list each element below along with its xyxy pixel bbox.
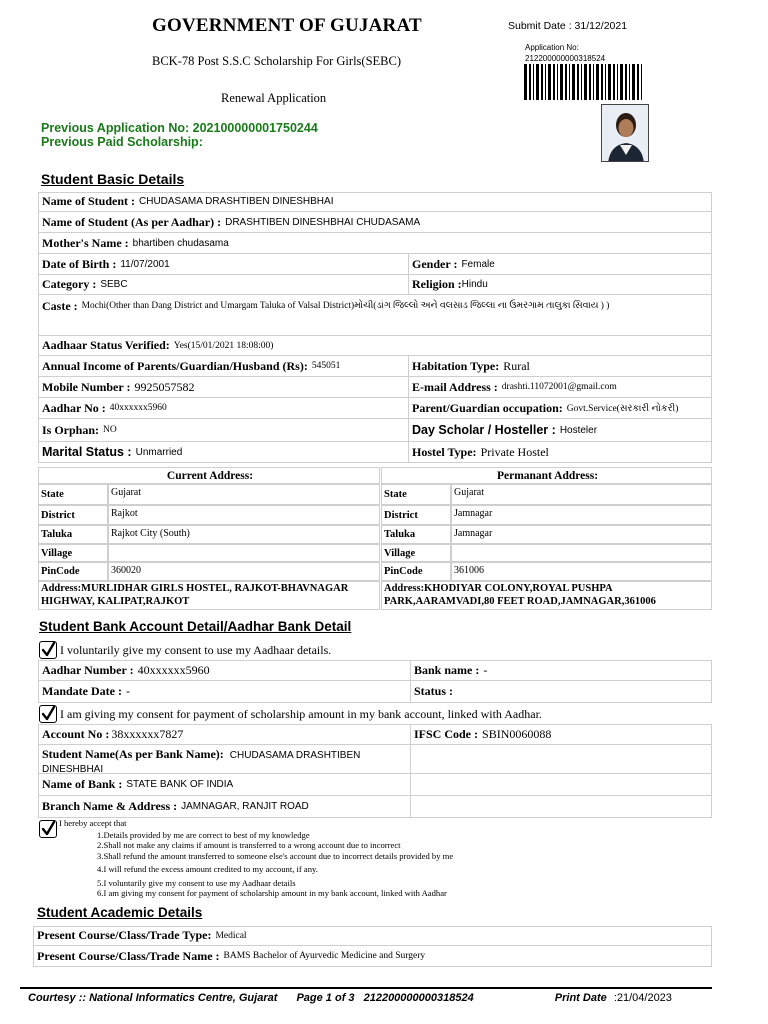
course-name-value: BAMS Bachelor of Ayurvedic Medicine and Surgery [223, 951, 426, 961]
barcode-bar [593, 64, 594, 100]
name-of-bank-label: Name of Bank : [42, 777, 123, 791]
aadhar-number-label: Aadhar Number : [42, 662, 134, 677]
checkmark-icon [41, 820, 56, 837]
row-aadhar-occupation [38, 398, 712, 419]
branch-label: Branch Name & Address : [42, 799, 178, 813]
declaration-item: 2.Shall not make any claims if amount is transferred to a wrong account due to incorrect [97, 840, 401, 850]
row-aadhar-name [38, 212, 712, 233]
footer [28, 992, 672, 1004]
current-taluka-label: Taluka [41, 529, 73, 540]
barcode-bar [605, 64, 606, 100]
checkmark-icon [41, 705, 56, 722]
caste-value: Mochi(Other than Dang District and Umargam Taluka of Valsal District)મોચી(ડાંગ જિલ્લો અને વલસાડ જિલ્લા ના ઉમરગામ તાલુકા સિવાય ) ) [81, 301, 610, 311]
previous-application-no: Previous Application No: 202100000001750244 [41, 121, 318, 135]
mother-name-value: bhartiben chudasama [132, 237, 229, 249]
permanent-pincode-label: PinCode [384, 566, 423, 577]
mobile-value: 9925057582 [134, 379, 195, 394]
aadhar-number-value: 40xxxxxx5960 [137, 662, 210, 677]
hostel-value: Private Hostel [480, 444, 549, 459]
current-taluka-value: Rajkot City (South) [111, 528, 190, 539]
barcode-bar [584, 64, 587, 100]
category-value: SEBC [100, 279, 128, 290]
income-label: Annual Income of Parents/Guardian/Husband (Rs): [42, 358, 308, 373]
declaration-item: 5.I voluntarily give my consent to use my Aadhaar details [97, 878, 296, 888]
mobile-label: Mobile Number : [42, 379, 131, 394]
marital-value: Unmarried [135, 446, 183, 458]
orphan-value: NO [103, 425, 117, 435]
current-district-value: Rajkot [111, 508, 138, 519]
aadhaar-status-value: Yes(15/01/2021 18:08:00) [173, 340, 274, 351]
barcode-bar [637, 64, 639, 100]
barcode-bar [545, 64, 546, 100]
scheme-name: BCK-78 Post S.S.C Scholarship For Girls(SEBC) [152, 54, 401, 68]
application-no-label: Application No: [525, 43, 579, 52]
status-label: Status : [414, 684, 454, 698]
email-label: E-mail Address : [412, 379, 498, 394]
permanent-full-address: Address:KHODIYAR COLONY,ROYAL PUSHPA PARK,AARAMVADI,80 FEET ROAD,JAMNAGAR,361006 [384, 583, 656, 607]
permanent-village-label: Village [384, 547, 416, 559]
gender-value: Female [461, 258, 495, 270]
row-marital-hostel [38, 442, 712, 463]
barcode-bar [620, 64, 623, 100]
checkmark-icon [41, 641, 56, 658]
row-course-name [33, 946, 712, 967]
permanent-address-title: Permanant Address: [496, 469, 599, 482]
application-no-value: 212200000000318524 [525, 54, 606, 63]
row-mother-name [38, 233, 712, 254]
current-state-label: State [41, 489, 64, 500]
barcode-bar [557, 64, 558, 100]
permanent-pincode-value: 361006 [454, 565, 484, 576]
mandate-date-label: Mandate Date : [42, 684, 122, 698]
orphan-label: Is Orphan: [42, 422, 100, 437]
declaration-item: 4.I will refund the excess amount credited to my account, if any. [97, 864, 318, 874]
barcode-bar [596, 64, 599, 100]
footer-courtesy: Courtesy :: National Informatics Centre, Gujarat [28, 992, 278, 1004]
barcode-bar [632, 64, 635, 100]
row-branch [38, 796, 712, 818]
barcode-bar [613, 64, 615, 100]
barcode-bar [524, 64, 527, 100]
barcode-bar [625, 64, 627, 100]
ifsc-value: SBIN0060088 [482, 726, 552, 741]
row-dob-gender [38, 254, 712, 275]
student-photo [601, 104, 649, 162]
government-title: GOVERNMENT OF GUJARAT [152, 15, 422, 36]
declaration-item: 3.Shall refund the amount transferred to someone else's account due to incorrect details provided by me [97, 851, 454, 861]
name-of-bank-value: STATE BANK OF INDIA [126, 779, 234, 790]
submit-date: Submit Date : 31/12/2021 [508, 20, 628, 32]
income-value: 545051 [311, 361, 341, 371]
bank-name-label: Bank name : [414, 662, 480, 677]
marital-label: Marital Status : [42, 445, 132, 459]
row-mandate-status [38, 681, 712, 703]
aadhar-no-label: Aadhar No : [42, 400, 106, 415]
barcode-bar [572, 64, 575, 100]
habitation-label: Habitation Type: [412, 358, 500, 373]
application-type: Renewal Application [221, 91, 327, 105]
barcode-image [524, 64, 642, 100]
current-pincode-value: 360020 [111, 565, 141, 576]
barcode-bar [541, 64, 543, 100]
student-name-value: CHUDASAMA DRASHTIBEN DINESHBHAI [139, 196, 334, 207]
barcode-bar [589, 64, 591, 100]
footer-app-no: 212200000000318524 [363, 992, 474, 1004]
barcode-bar [617, 64, 618, 100]
aadhar-name-label: Name of Student (As per Aadhar) : [42, 214, 222, 229]
religion-value: Hindu [461, 279, 488, 290]
row-income-habitation [38, 356, 712, 377]
row-category-religion [38, 275, 712, 295]
account-no-label: Account No : [42, 726, 110, 741]
course-name-label: Present Course/Class/Trade Name : [37, 948, 220, 963]
occupation-value: Govt.Service(સરકારી નોકરી) [566, 403, 679, 414]
permanent-taluka-value: Jamnagar [454, 528, 493, 539]
payment-consent-checkbox[interactable] [39, 705, 57, 723]
footer-print-label: Print Date [554, 992, 607, 1004]
category-label: Category : [42, 277, 97, 291]
declaration-item: 6.I am giving my consent for payment of scholarship amount in my bank account, linked with Aadhar [97, 888, 447, 898]
dob-label: Date of Birth : [42, 256, 117, 271]
payment-consent-text: I am giving my consent for payment of scholarship amount in my bank account, linked with Aadhar. [60, 707, 542, 721]
address-table [38, 467, 712, 610]
mother-name-label: Mother's Name : [42, 235, 129, 250]
email-value: drashti.11072001@gmail.com [501, 382, 617, 392]
row-aadhaar-status [38, 336, 712, 356]
academic-details-heading: Student Academic Details [37, 905, 203, 920]
barcode-bar [641, 64, 642, 100]
barcode-bar [577, 64, 579, 100]
bank-name-value: - [483, 662, 488, 677]
barcode-bar [569, 64, 570, 100]
declaration-intro: I hereby accept that [59, 818, 127, 828]
footer-print-date: :21/04/2023 [613, 992, 672, 1004]
aadhar-name-value: DRASHTIBEN DINESHBHAI CHUDASAMA [225, 216, 421, 228]
row-course-type [33, 926, 712, 946]
dob-value: 11/07/2001 [120, 258, 170, 270]
aadhaar-consent-text: I voluntarily give my consent to use my Aadhaar details. [60, 643, 332, 657]
account-no-value: 38xxxxxx7827 [111, 726, 184, 741]
row-bank-student-name [38, 745, 712, 774]
habitation-value: Rural [503, 358, 530, 373]
barcode-bar [608, 64, 611, 100]
footer-page: Page 1 of 3 [296, 992, 355, 1004]
barcode-bar [536, 64, 539, 100]
scholar-value: Hosteler [559, 424, 598, 436]
current-full-address: Address:MURLIDHAR GIRLS HOSTEL, RAJKOT-BHAVNAGAR HIGHWAY, KALIPAT,RAJKOT [41, 583, 349, 607]
hostel-label: Hostel Type: [412, 444, 477, 459]
row-student-name [38, 192, 712, 212]
current-address-title: Current Address: [166, 469, 254, 482]
declaration-checkbox[interactable] [39, 820, 57, 838]
course-type-label: Present Course/Class/Trade Type: [37, 928, 212, 942]
barcode-bar [560, 64, 563, 100]
permanent-state-value: Gujarat [454, 487, 484, 498]
row-account-ifsc [38, 724, 712, 745]
gender-label: Gender : [412, 256, 458, 271]
barcode-bar [553, 64, 555, 100]
bank-student-name-label: Student Name(As per Bank Name): [42, 747, 224, 761]
row-mobile-email [38, 377, 712, 398]
permanent-district-value: Jamnagar [454, 508, 493, 519]
bank-details-heading: Student Bank Account Detail/Aadhar Bank Detail [39, 619, 352, 634]
permanent-district-label: District [384, 509, 418, 521]
footer-rule [20, 987, 712, 989]
barcode-bar [601, 64, 603, 100]
barcode-bar [581, 64, 582, 100]
current-pincode-label: PinCode [41, 566, 80, 577]
barcode-bar [529, 64, 531, 100]
current-village-label: Village [41, 547, 73, 559]
scholar-label: Day Scholar / Hosteller : [412, 423, 556, 437]
branch-value: JAMNAGAR, RANJIT ROAD [181, 801, 309, 812]
mandate-date-value: - [125, 684, 130, 698]
barcode-bar [533, 64, 534, 100]
course-type-value: Medical [215, 930, 247, 941]
basic-details-heading: Student Basic Details [41, 171, 185, 187]
aadhaar-consent-checkbox[interactable] [39, 641, 57, 659]
declaration-item: 1.Details provided by me are correct to best of my knowledge [97, 830, 310, 840]
religion-label: Religion : [412, 277, 462, 291]
permanent-state-label: State [384, 489, 407, 500]
previous-paid-scholarship: Previous Paid Scholarship: [41, 135, 203, 149]
barcode-bar [565, 64, 567, 100]
aadhaar-status-label: Aadhaar Status Verified: [42, 338, 170, 352]
row-name-of-bank [38, 774, 712, 796]
current-district-label: District [41, 509, 75, 521]
barcode-bar [629, 64, 630, 100]
row-aadhar-bankname [38, 660, 712, 681]
ifsc-label: IFSC Code : [414, 726, 479, 741]
barcode-bar [548, 64, 551, 100]
caste-label: Caste : [42, 299, 78, 313]
occupation-label: Parent/Guardian occupation: [412, 400, 563, 415]
bank-student-name-value: CHUDASAMA DRASHTIBEN DINESHBHAI [42, 750, 361, 773]
row-orphan-scholar [38, 419, 712, 442]
student-name-label: Name of Student : [42, 194, 135, 208]
aadhar-no-value: 40xxxxxx5960 [109, 403, 167, 413]
permanent-taluka-label: Taluka [384, 529, 416, 540]
row-caste [38, 295, 712, 336]
current-state-value: Gujarat [111, 487, 141, 498]
